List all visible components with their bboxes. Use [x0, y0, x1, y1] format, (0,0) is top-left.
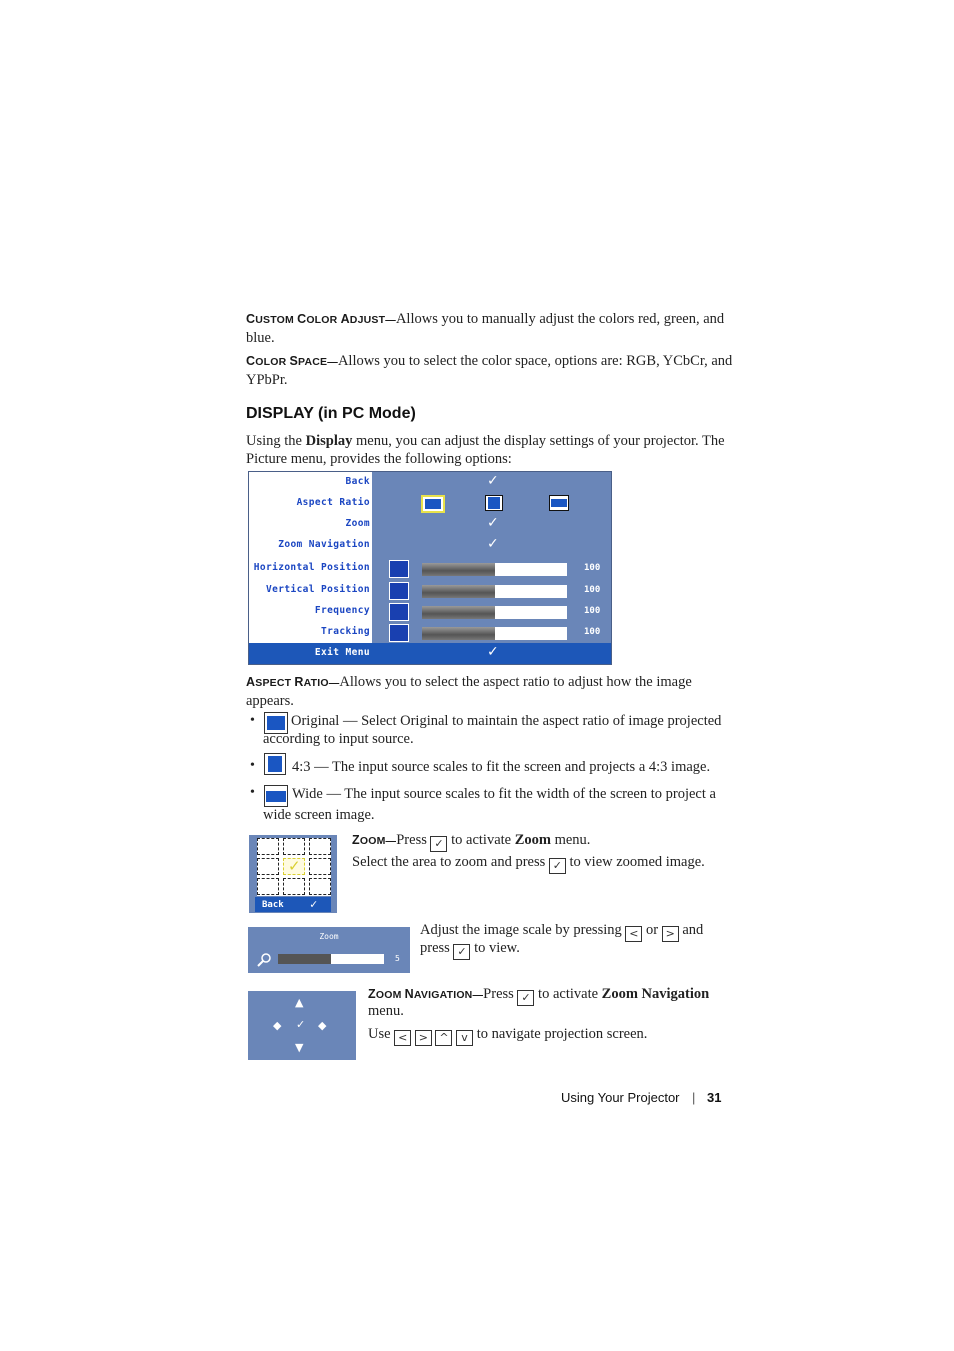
zoom-navigation-mid: to activate — [534, 986, 602, 1002]
aspect-original-icon[interactable] — [421, 495, 445, 513]
zoom-navigation-line2 — [368, 1025, 647, 1046]
osd-row-vertical-position[interactable] — [249, 580, 611, 601]
slider-fill — [422, 563, 495, 576]
tracking-slider[interactable] — [422, 627, 567, 640]
osd-row-aspect-ratio[interactable] — [249, 493, 611, 514]
osd-label-vertical-position: Vertical Position — [265, 584, 370, 595]
slider-fill — [422, 606, 495, 619]
zoom-scale-value: 5 — [395, 954, 400, 963]
color-space-paragraph — [246, 352, 736, 389]
frequency-slider[interactable] — [422, 606, 567, 619]
zoom-cell[interactable] — [309, 878, 331, 895]
zoom-cell[interactable] — [283, 838, 305, 855]
zoom-line1-mid: to activate — [447, 832, 515, 848]
zoom-adjust-and: and — [678, 922, 704, 938]
zoom-navigation-line1-post: menu. — [368, 1003, 404, 1019]
aspect-ratio-paragraph — [246, 673, 736, 710]
zoom-scale-fill — [278, 954, 331, 964]
osd-row-frequency[interactable] — [249, 601, 611, 622]
check-icon: ✓ — [310, 897, 318, 911]
zoom-navigation-bold: Zoom Navigation — [601, 986, 710, 1002]
zoom-adjust-or: or — [642, 922, 662, 938]
tracking-icon — [389, 624, 409, 642]
zoom-scale-title: Zoom — [319, 932, 339, 941]
check-icon[interactable]: ✓ — [296, 1018, 306, 1031]
left-arrow-key-icon: < — [625, 926, 642, 942]
osd-exit-menu[interactable] — [249, 643, 611, 664]
tracking-value: 100 — [584, 627, 601, 637]
aspect-wide-icon[interactable] — [549, 495, 569, 511]
enter-key-icon: ✓ — [430, 836, 447, 852]
right-arrow-key-icon: > — [662, 926, 679, 942]
osd-label-frequency: Frequency — [314, 605, 370, 616]
enter-key-icon: ✓ — [453, 944, 470, 960]
osd-label-back: Back — [345, 476, 370, 487]
zoom-cell[interactable] — [283, 878, 305, 895]
down-arrow-key-icon: v — [456, 1030, 473, 1046]
left-arrow-key-icon: < — [394, 1030, 411, 1046]
up-arrow-key-icon: ^ — [435, 1030, 452, 1046]
bullet-wide-line1: Wide — The input source scales to fit the width of the screen to project a — [292, 786, 716, 802]
osd-row-horizontal-position[interactable] — [249, 558, 611, 579]
bullet-mark: • — [250, 713, 255, 728]
intro-post: menu, you can adjust the display settings of your projector. The Picture menu, provides the following options: — [246, 433, 725, 467]
right-arrow-icon[interactable]: ◆ — [318, 1019, 327, 1032]
custom-color-adjust-text: Allows you to manually adjust the colors red, green, and blue. — [246, 311, 725, 346]
osd-row-zoom-navigation[interactable] — [249, 535, 611, 556]
display-osd-menu — [248, 471, 612, 665]
zoom-line1-pre: Press — [396, 832, 431, 848]
footer-section: Using Your Projector — [561, 1090, 680, 1105]
zoom-navigation-term: ZOOM NAVIGATION— — [368, 987, 484, 1001]
check-icon: ✓ — [487, 536, 499, 552]
osd-label-aspect-ratio: Aspect Ratio — [296, 497, 370, 508]
osd-row-zoom[interactable] — [249, 514, 611, 535]
vertical-position-slider[interactable] — [422, 585, 567, 598]
zoom-back-label: Back — [262, 900, 284, 910]
frequency-value: 100 — [584, 606, 601, 616]
zoom-adjust-pre: Adjust the image scale by pressing — [420, 922, 626, 938]
osd-row-back[interactable] — [249, 472, 611, 493]
bullet-mark: • — [250, 785, 255, 800]
bullet-wide-line2: wide screen image. — [263, 807, 375, 823]
check-icon: ✓ — [288, 857, 301, 875]
down-arrow-icon[interactable]: ▼ — [295, 1041, 304, 1054]
check-icon: ✓ — [487, 473, 499, 489]
zoom-term: ZOOM— — [352, 833, 397, 847]
intro-paragraph — [246, 432, 736, 468]
zoom-cell-selected[interactable] — [283, 858, 305, 875]
osd-row-tracking[interactable] — [249, 622, 611, 643]
bullet-4-3-line1: 4:3 — The input source scales to fit the screen and projects a 4:3 image. — [292, 759, 711, 775]
slider-fill — [422, 585, 495, 598]
zoom-cell[interactable] — [257, 858, 279, 875]
check-icon: ✓ — [487, 644, 499, 660]
bullet-original-line1: Original — Select Original to maintain the aspect ratio of image projected — [291, 713, 722, 729]
intro-pre: Using the — [246, 433, 306, 449]
zoom-adjust-line2 — [420, 939, 520, 960]
up-arrow-icon[interactable]: ▲ — [295, 996, 304, 1009]
vertical-position-icon — [389, 582, 409, 600]
slider-fill — [422, 627, 495, 640]
intro-bold: Display — [305, 433, 353, 449]
zoom-cell[interactable] — [257, 878, 279, 895]
color-space-text: Allows you to select the color space, options are: RGB, YCbCr, and YPbPr. — [246, 353, 733, 388]
frequency-icon — [389, 603, 409, 621]
zoom-adjust-press: press — [420, 940, 454, 956]
zoom-navigation-line1 — [368, 985, 709, 1006]
aspect-4-3-icon — [264, 753, 286, 775]
zoom-scale-panel — [248, 927, 410, 973]
zoom-back-bar[interactable] — [255, 897, 331, 912]
enter-key-icon: ✓ — [517, 990, 534, 1006]
osd-label-exit-menu: Exit Menu — [314, 647, 370, 658]
zoom-line2-pre: Select the area to zoom and press — [352, 854, 549, 870]
aspect-ratio-term: ASPECT RATIO— — [246, 675, 340, 689]
vertical-position-value: 100 — [584, 585, 601, 595]
zoom-cell[interactable] — [309, 838, 331, 855]
horizontal-position-icon — [389, 560, 409, 578]
zoom-navigation-panel — [248, 991, 356, 1060]
osd-label-zoom: Zoom — [345, 518, 370, 529]
left-arrow-icon[interactable]: ◆ — [273, 1019, 282, 1032]
zoom-scale-slider[interactable] — [278, 954, 384, 964]
zoom-navigation-line2-post: to navigate projection screen. — [473, 1026, 648, 1042]
zoom-navigation-pre: Press — [483, 986, 518, 1002]
zoom-grid-panel — [249, 835, 337, 913]
right-arrow-key-icon: > — [415, 1030, 432, 1046]
aspect-ratio-text: Allows you to select the aspect ratio to adjust how the image appears. — [246, 674, 692, 709]
zoom-adjust-post: to view. — [470, 940, 520, 956]
osd-label-tracking: Tracking — [321, 626, 370, 637]
footer-separator: | — [692, 1090, 696, 1105]
zoom-line2-post: to view zoomed image. — [565, 854, 705, 870]
osd-label-horizontal-position: Horizontal Position — [253, 562, 370, 573]
color-space-term: COLOR SPACE— — [246, 354, 338, 368]
horizontal-position-value: 100 — [584, 563, 601, 573]
check-icon: ✓ — [487, 515, 499, 531]
zoom-navigation-use: Use — [368, 1026, 395, 1042]
custom-color-adjust-paragraph — [246, 310, 736, 347]
aspect-4-3-icon[interactable] — [485, 495, 503, 511]
aspect-wide-icon — [264, 785, 288, 807]
enter-key-icon: ✓ — [549, 858, 566, 874]
horizontal-position-slider[interactable] — [422, 563, 567, 576]
bullet-original-line2: according to input source. — [263, 731, 414, 747]
osd-label-zoom-navigation: Zoom Navigation — [278, 539, 370, 550]
zoom-line1 — [352, 831, 590, 852]
custom-color-adjust-term: CUSTOM COLOR ADJUST— — [246, 312, 396, 326]
zoom-cell[interactable] — [309, 858, 331, 875]
bullet-mark: • — [250, 758, 255, 773]
zoom-line1-post: menu. — [550, 832, 591, 848]
page-number: 31 — [707, 1090, 722, 1105]
zoom-cell[interactable] — [257, 838, 279, 855]
zoom-line1-bold: Zoom — [514, 832, 551, 848]
section-title: DISPLAY (in PC Mode) — [246, 405, 416, 422]
zoom-area-grid — [257, 838, 331, 896]
magnifier-icon — [256, 952, 272, 968]
zoom-line2 — [352, 853, 705, 874]
